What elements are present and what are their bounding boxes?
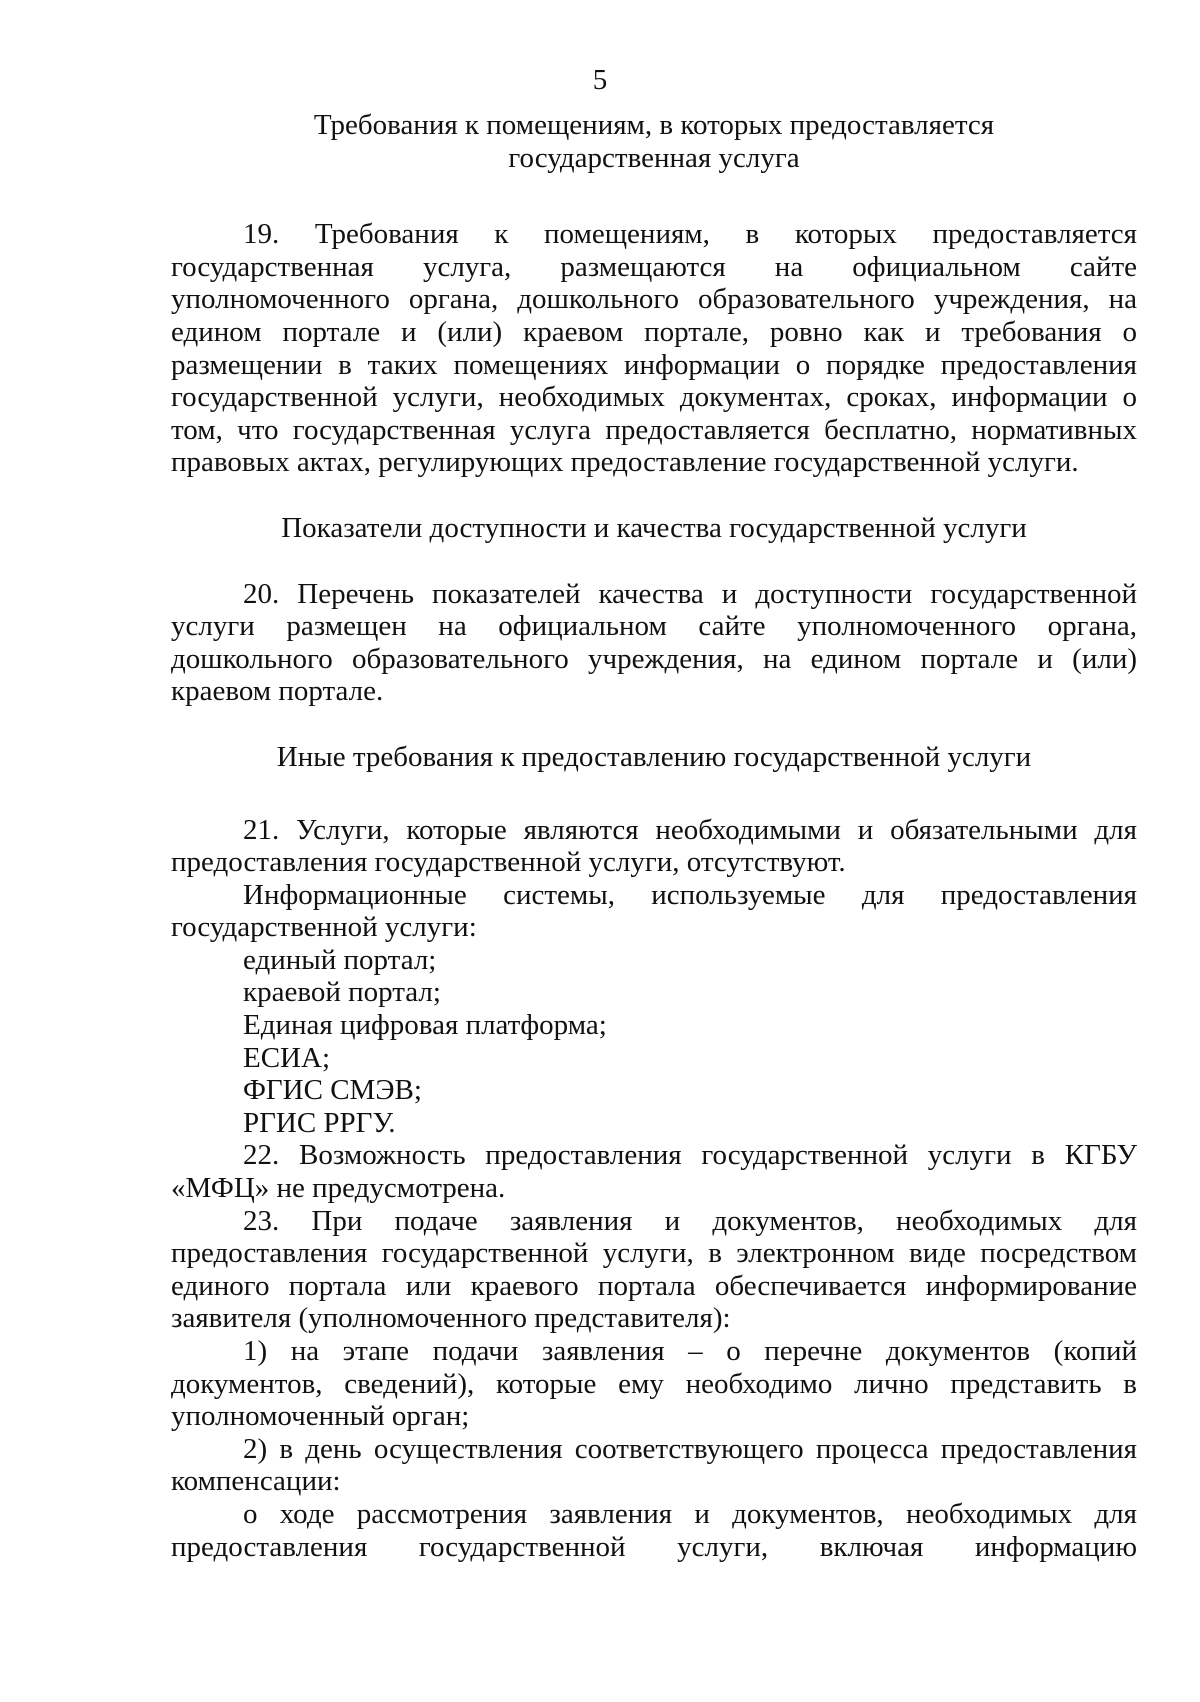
list-item: Единая цифровая платформа; [243,1009,607,1042]
section-heading-premises: Требования к помещениям, в которых предоставляется [313,109,995,141]
section-heading-other: Иные требования к предоставлению государственной услуги [276,740,1032,773]
document-body [171,109,1137,1563]
paragraph-21: 21. Услуги, которые являются необходимыми и обязательными для предоставления государственной услуги, отсутствуют. [171,813,1137,879]
information-systems-list [171,944,1137,1140]
paragraph-23-item-2: 2) в день осуществления соответствующего процесса предоставления компенсации: [171,1432,1137,1498]
paragraph-22: 22. Возможность предоставления государственной услуги в КГБУ «МФЦ» не предусмотрена. [171,1139,1137,1205]
section-heading-premises-line2: государственная услуга [508,141,800,174]
paragraph-23-item-1: 1) на этапе подачи заявления – о перечне документов (копий документов, сведений), которые ему необходимо лично представить в уполномоченный орган; [171,1335,1137,1433]
list-item: РГИС РРГУ. [243,1106,396,1139]
paragraph-21-systems-intro: Информационные системы, используемые для предоставления государственной услуги: [171,878,1137,944]
paragraph-23: 23. При подаче заявления и документов, необходимых для предоставления государственной услуги, в электронном виде посредством единого портала или краевого портала обеспечивается информирование заявителя (уполномоченного представителя): [171,1204,1137,1335]
list-item: ЕСИА; [243,1041,330,1074]
list-item: единый портал; [243,943,437,976]
paragraph-23-progress: о ходе рассмотрения заявления и документов, необходимых для предоставления государственной услуги, включая информацию [171,1497,1137,1563]
list-item: ФГИС СМЭВ; [243,1074,422,1107]
list-item: краевой портал; [243,976,441,1009]
section-heading-quality: Показатели доступности и качества государственной услуги [281,511,1027,544]
paragraph-20: 20. Перечень показателей качества и доступности государственной услуги размещен на официальном сайте уполномоченного органа, дошкольного образовательного учреждения, на едином портале и (или) краевом портале. [171,577,1137,708]
page-number: 5 [592,64,608,96]
paragraph-19: 19. Требования к помещениям, в которых предоставляется государственная услуга, размещаются на официальном сайте уполномоченного органа, дошкольного образовательного учреждения, на едином портале и (или) краевом портале, ровно как и требования о размещении в таких помещениях информации о порядке предоставления государственной услуги, необходимых документах, сроках, информации о том, что государственная услуга предоставляется бесплатно, нормативных правовых актах, регулирующих предоставление государственной услуги. [171,218,1137,479]
